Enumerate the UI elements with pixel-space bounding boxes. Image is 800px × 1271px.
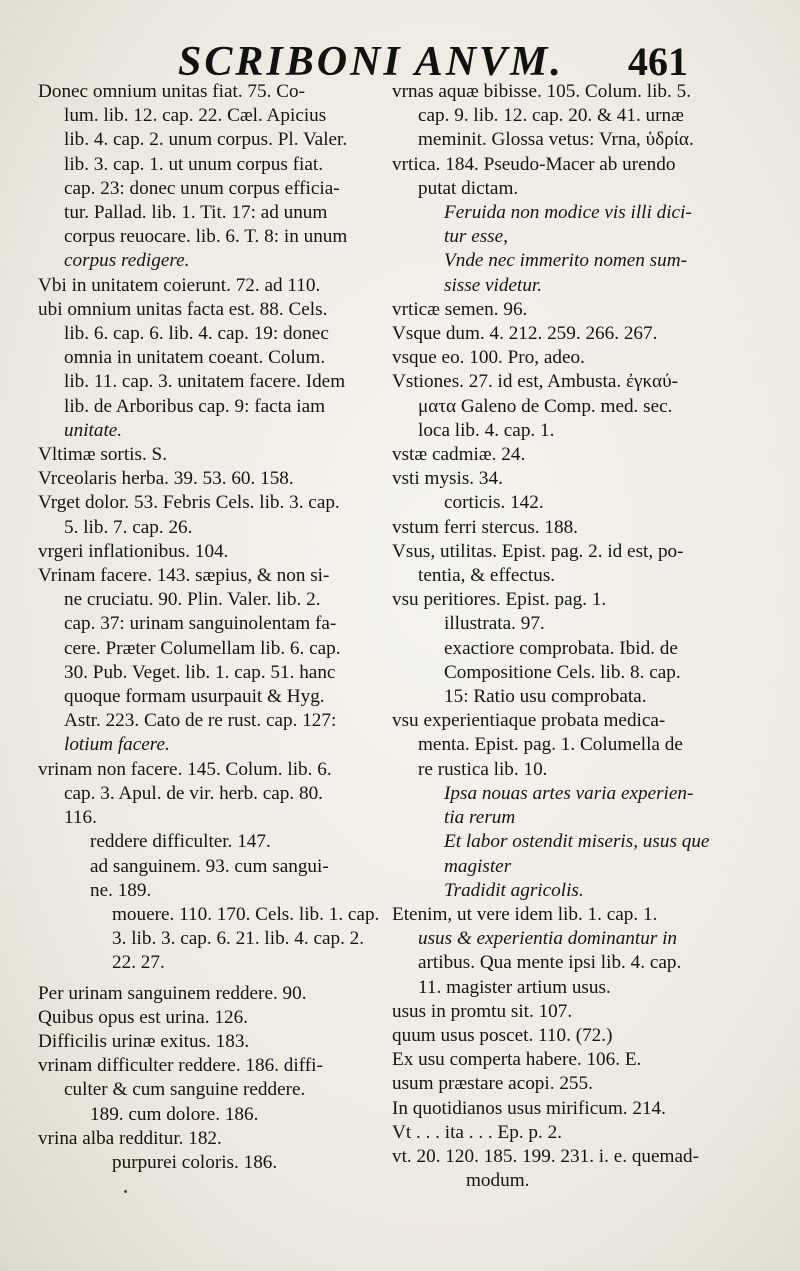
index-line: corpus reuocare. lib. 6. T. 8: in unum (64, 226, 348, 248)
index-line: tia rerum (444, 807, 516, 829)
index-line: vsu experientiaque probata medica- (392, 710, 666, 732)
page-number: 461 (628, 39, 688, 84)
index-line: Vnde nec immerito nomen sum- (444, 250, 687, 272)
index-line: Ipsa nouas artes varia experien- (444, 782, 694, 804)
index-line: ne cruciatu. 90. Plin. Valer. lib. 2. (64, 589, 321, 611)
index-line: 116. (64, 807, 97, 829)
index-line: vrtica. 184. Pseudo-Macer ab urendo (392, 153, 676, 175)
index-line: lib. 6. cap. 6. lib. 4. cap. 19: donec (64, 323, 329, 345)
index-line: 3. lib. 3. cap. 6. 21. lib. 4. cap. 2. (112, 928, 365, 950)
index-line: magister (444, 855, 512, 877)
index-line: Donec omnium unitas fiat. 75. Co- (38, 81, 305, 102)
index-line: loca lib. 4. cap. 1. (418, 419, 555, 441)
index-line: unitate. (64, 419, 123, 441)
index-line: Et labor ostendit miseris, usus que (444, 831, 710, 853)
index-line: 22. 27. (112, 952, 165, 974)
index-line: Etenim, ut vere idem lib. 1. cap. 1. (392, 903, 658, 925)
index-line: 11. magister artium usus. (418, 976, 611, 998)
index-line: putat dictam. (418, 177, 519, 199)
index-line: vsti mysis. 34. (392, 468, 503, 490)
index-line: Ex usu comperta habere. 106. E. (392, 1049, 642, 1071)
index-line: sisse videtur. (444, 274, 543, 296)
index-line: Vltimæ sortis. S. (38, 444, 168, 466)
index-line: tentia, & effectus. (418, 565, 556, 587)
index-line: ματα Galeno de Comp. med. sec. (418, 395, 673, 417)
index-line: Vrceolaris herba. 39. 53. 60. 158. (38, 468, 294, 490)
index-line: lib. de Arboribus cap. 9: facta iam (64, 395, 326, 417)
index-line: ne. 189. (90, 879, 152, 901)
index-column-left (38, 80, 383, 1175)
index-line: cap. 37: urinam sanguinolentam fa- (64, 613, 337, 635)
index-line: ad sanguinem. 93. cum sangui- (90, 855, 329, 877)
index-line: Vrinam facere. 143. sæpius, & non si- (38, 565, 330, 587)
index-line: ubi omnium unitas facta est. 88. Cels. (38, 298, 328, 320)
index-line: menta. Epist. pag. 1. Columella de (418, 734, 683, 756)
index-line: tur esse, (444, 226, 508, 248)
index-line: 15: Ratio usu comprobata. (444, 686, 647, 708)
index-line: exactiore comprobata. Ibid. de (444, 637, 678, 659)
index-line: corticis. 142. (444, 492, 544, 514)
index-line: meminit. Glossa vetus: Vrna, ὑδρία. (418, 129, 694, 151)
index-line: usum præstare acopi. 255. (392, 1073, 593, 1095)
index-line: Per urinam sanguinem reddere. 90. (38, 982, 307, 1004)
index-line: cap. 9. lib. 12. cap. 20. & 41. urnæ (418, 105, 684, 127)
index-line: Astr. 223. Cato de re rust. cap. 127: (64, 710, 337, 732)
index-line: quum usus poscet. 110. (72.) (392, 1024, 613, 1046)
index-line: 5. lib. 7. cap. 26. (64, 516, 193, 538)
index-line: lib. 3. cap. 1. ut unum corpus fiat. (64, 153, 323, 175)
index-line: purpurei coloris. 186. (112, 1151, 278, 1173)
index-column-right (392, 80, 772, 1193)
index-line: Vt . . . ita . . . Ep. p. 2. (392, 1121, 563, 1143)
index-line: omnia in unitatem coeant. Colum. (64, 347, 326, 369)
index-line: mouere. 110. 170. Cels. lib. 1. cap. (112, 903, 380, 925)
index-line: vrgeri inflationibus. 104. (38, 540, 229, 562)
index-line: usus in promtu sit. 107. (392, 1000, 573, 1022)
running-title: SCRIBONI ANVM. (178, 39, 564, 85)
index-line: vrticæ semen. 96. (392, 298, 528, 320)
index-line: vt. 20. 120. 185. 199. 231. i. e. quemad- (392, 1145, 699, 1167)
index-line: Vsus, utilitas. Epist. pag. 2. id est, po- (392, 540, 684, 562)
index-line: vsque eo. 100. Pro, adeo. (392, 347, 585, 369)
index-line: vsu peritiores. Epist. pag. 1. (392, 589, 607, 611)
index-line: corpus redigere. (64, 250, 190, 272)
index-line: vstæ cadmiæ. 24. (392, 444, 526, 466)
index-line: cap. 23: donec unum corpus efficia- (64, 177, 340, 199)
index-line: Feruida non modice vis illi dici- (444, 202, 692, 224)
index-line: quoque formam usurpauit & Hyg. (64, 686, 325, 708)
index-line: Vsque dum. 4. 212. 259. 266. 267. (392, 323, 658, 345)
index-line: Quibus opus est urina. 126. (38, 1006, 248, 1028)
index-line: artibus. Qua mente ipsi lib. 4. cap. (418, 952, 682, 974)
index-line: lib. 11. cap. 3. unitatem facere. Idem (64, 371, 346, 393)
index-line: usus & experientia dominantur in (418, 928, 678, 950)
index-line: modum. (466, 1170, 530, 1192)
index-line: Tradidit agricolis. (444, 879, 584, 901)
index-line: Difficilis urinæ exitus. 183. (38, 1030, 250, 1052)
index-line: culter & cum sanguine reddere. (64, 1079, 306, 1101)
index-line: vrina alba redditur. 182. (38, 1127, 222, 1149)
index-line: vrinam difficulter reddere. 186. diffi- (38, 1055, 323, 1077)
index-line: lum. lib. 12. cap. 22. Cæl. Apicius (64, 105, 327, 127)
index-line: illustrata. 97. (444, 613, 545, 635)
index-line: vrinam non facere. 145. Colum. lib. 6. (38, 758, 332, 780)
index-line: vstum ferri stercus. 188. (392, 516, 578, 538)
index-line: reddere difficulter. 147. (90, 831, 271, 853)
index-line: cap. 3. Apul. de vir. herb. cap. 80. (64, 782, 323, 804)
index-line: Vrget dolor. 53. Febris Cels. lib. 3. cap. (38, 492, 340, 514)
index-line: Vstiones. 27. id est, Ambusta. ἐγκαύ- (392, 371, 678, 393)
index-line: Compositione Cels. lib. 8. cap. (444, 661, 681, 683)
index-line: In quotidianos usus mirificum. 214. (392, 1097, 666, 1119)
index-line: re rustica lib. 10. (418, 758, 548, 780)
print-speck (124, 1190, 127, 1193)
index-line: Vbi in unitatem coierunt. 72. ad 110. (38, 274, 321, 296)
index-line: 189. cum dolore. 186. (90, 1103, 259, 1125)
index-line: tur. Pallad. lib. 1. Tit. 17: ad unum (64, 202, 328, 224)
index-line: vrnas aquæ bibisse. 105. Colum. lib. 5. (392, 81, 691, 102)
index-line: lotium facere. (64, 734, 170, 756)
index-line: cere. Præter Columellam lib. 6. cap. (64, 637, 341, 659)
index-line: 30. Pub. Veget. lib. 1. cap. 51. hanc (64, 661, 336, 683)
index-line: lib. 4. cap. 2. unum corpus. Pl. Valer. (64, 129, 348, 151)
